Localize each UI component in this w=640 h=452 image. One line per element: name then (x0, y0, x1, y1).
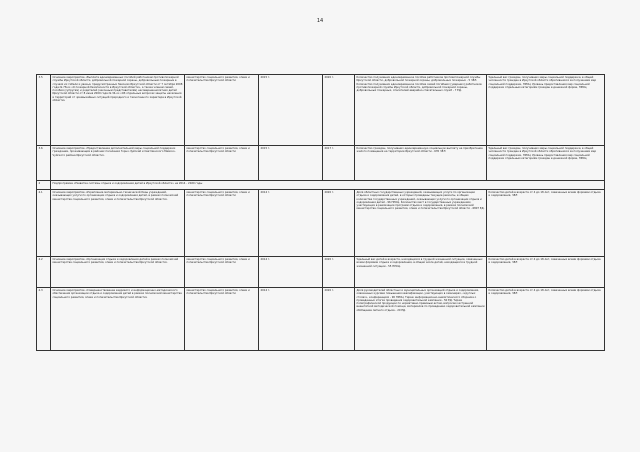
table-row (37, 146, 605, 181)
indicator-cell: Доля руководителей областных и муниципальных организаций отдыха и оздоровления, охваченных курсами повышения квалификации, участвующих в семинарах, «круглых столах», конференциях - 90 ПРОЦ. Тираж информационно-аналитического сборника о проведенных итогах проведения оздоровительной кампании - 50 ЕД. Тираж полиграфической продукции по нормативно-правовым актам, вопросам экстренной внештатной методической помощи, материалов по проведению оздоровительной кампании обобщение летнего отдыха - 20 ЕД. (355, 288, 487, 351)
row-number-cell: 3.5 (37, 75, 51, 146)
subprogram-title-cell: Подпрограмма «Развитие системы отдыха и оздоровления детей в Иркутской области» на 2014 - 2020 годы (51, 181, 605, 190)
result-cell: Количество детей в возрасте от 4 до 18 лет, охваченных всеми формами отдыха и оздоровления, ЧЕЛ (487, 257, 605, 288)
row-number-cell: 4.3 (37, 288, 51, 351)
indicator-cell: Доля областных государственных учреждений, оказывающих услуги по организации отдыха и оздоровления детей, в которых проведены текущие ремонты, в общем количестве государственных учреждений, оказывающих услуги по организации отдыха и оздоровления детей - 96 ПРОЦ. Количество мест в государственных учреждениях, участвующих в реализации программ отдыха и оздоровления, в рамках полномочий министерства социального развития, опеки и попечительства Иркутской области - 6807 ЕД. (355, 190, 487, 257)
end-year-cell: 2020 г. (323, 75, 355, 146)
indicator-cell: Количество получивших единовременное пособие работников противопожарной службы Иркутской области, добровольной пожарной охраны, добровольных пожарных - 5 ЧЕЛ. Количество получивших единовременное пособие семей погибших (умерших) работников противопожарной службы Иркутской области, добровольной пожарной охраны, добровольных пожарных, спасателей аварийно-спасательных служб - 7 ЕД. (355, 75, 487, 146)
result-cell: Количество детей в возрасте от 4 до 18 лет, охваченных всеми формами отдыха и оздоровления, ЧЕЛ (487, 190, 605, 257)
row-number-cell: 4.2 (37, 257, 51, 288)
table-row (37, 190, 605, 257)
executor-cell: министерство социального развития, опеки и попечительства Иркутской области (185, 190, 259, 257)
page-number: 14 (316, 18, 324, 24)
activity-name-cell: Основное мероприятие «Укрепление материально-технической базы учреждений, оказывающих услуги по организации отдыха и оздоровления детей, в рамках полномочий министерства социального развития, опеки и попечительства Иркутской области» (51, 190, 185, 257)
table-row (37, 257, 605, 288)
executor-cell: министерство социального развития, опеки и попечительства Иркутской области (185, 288, 259, 351)
row-number-cell: 4.1 (37, 190, 51, 257)
activity-name-cell: Основное мероприятие «Организация отдыха и оздоровления детей в рамках полномочий министерства социального развития, опеки и попечительства Иркутской области» (51, 257, 185, 288)
result-cell: Количество детей в возрасте от 4 до 18 лет, охваченных всеми формами отдыха и оздоровления, ЧЕЛ (487, 288, 605, 351)
indicator-cell: Удельный вес детей в возрасте, находящихся в трудной жизненной ситуации, охваченных всеми формами отдыха и оздоровления, в общем числе детей, находящихся в трудной жизненной ситуации - 55 ПРОЦ. (355, 257, 487, 288)
result-cell: Удельный вес граждан, получивших меры социальной поддержки, в общей численности граждан в Иркутской области обратившихся за получением мер социальной поддержки, ПРОЦ. Уровень предоставления мер социальной поддержки отдельным категориям граждан в денежной форме, ПРОЦ. (487, 146, 605, 181)
executor-cell: министерство социального развития, опеки и попечительства Иркутской области (185, 146, 259, 181)
program-table (36, 74, 605, 351)
executor-cell: министерство социального развития, опеки и попечительства Иркутской области (185, 257, 259, 288)
end-year-cell: 2020 г. (323, 288, 355, 351)
end-year-cell: 2017 г. (323, 146, 355, 181)
start-year-cell: 2014 г. (259, 257, 323, 288)
start-year-cell: 2014 г. (259, 288, 323, 351)
end-year-cell: 2020 г. (323, 257, 355, 288)
subprogram-row (37, 181, 605, 190)
row-number-cell: 4 (37, 181, 51, 190)
indicator-cell: Количество граждан, получивших единовременную социальную выплату на приобретение жилого помещения на территории Иркутской области - 635 ЧЕЛ (355, 146, 487, 181)
row-number-cell: 3.6 (37, 146, 51, 181)
start-year-cell: 2014 г. (259, 190, 323, 257)
end-year-cell: 2020 г. (323, 190, 355, 257)
activity-name-cell: Основное мероприятие «Совершенствование кадрового и информационно-методического обеспечения организации отдыха и оздоровления детей в рамках полномочий министерства социального развития, опеки и попечительства Иркутской области» (51, 288, 185, 351)
start-year-cell: 2015 г. (259, 146, 323, 181)
activity-name-cell: Основное мероприятие «Предоставление дополнительной меры социальной поддержки гражданам, проживающим в районах поселения Горно-Чуйский и Светлинского Мамско-Чуйского района Иркутской области» (51, 146, 185, 181)
activity-name-cell: Основное мероприятие «Выплата единовременных пособий работникам противопожарной службы Иркутской области, добровольной пожарной охраны, добровольным пожарным в случаях их гибели и увечья, предусмотренных Законом Иркутской области от 7 октября 2008 года № 78-оз «О пожарной безопасности в Иркутской области», а также членам семей, пособия (супругам) и родителей (законным представителям) несовершеннолетних детей Иркутской области от 8 июня 2009 года № 34-оз «Об отдельных вопросах защиты населения и территорий от чрезвычайных ситуаций природного и техногенного характера в Иркутской области» (51, 75, 185, 146)
start-year-cell: 2015 г. (259, 75, 323, 146)
executor-cell: министерство социального развития, опеки и попечительства Иркутской области (185, 75, 259, 146)
table-row (37, 75, 605, 146)
result-cell: Удельный вес граждан, получивших меры социальной поддержки, в общей численности граждан в Иркутской области обратившихся за получением мер социальной поддержки, ПРОЦ. Уровень предоставления мер социальной поддержки отдельным категориям граждан в денежной форме, ПРОЦ. (487, 75, 605, 146)
table-row (37, 288, 605, 351)
